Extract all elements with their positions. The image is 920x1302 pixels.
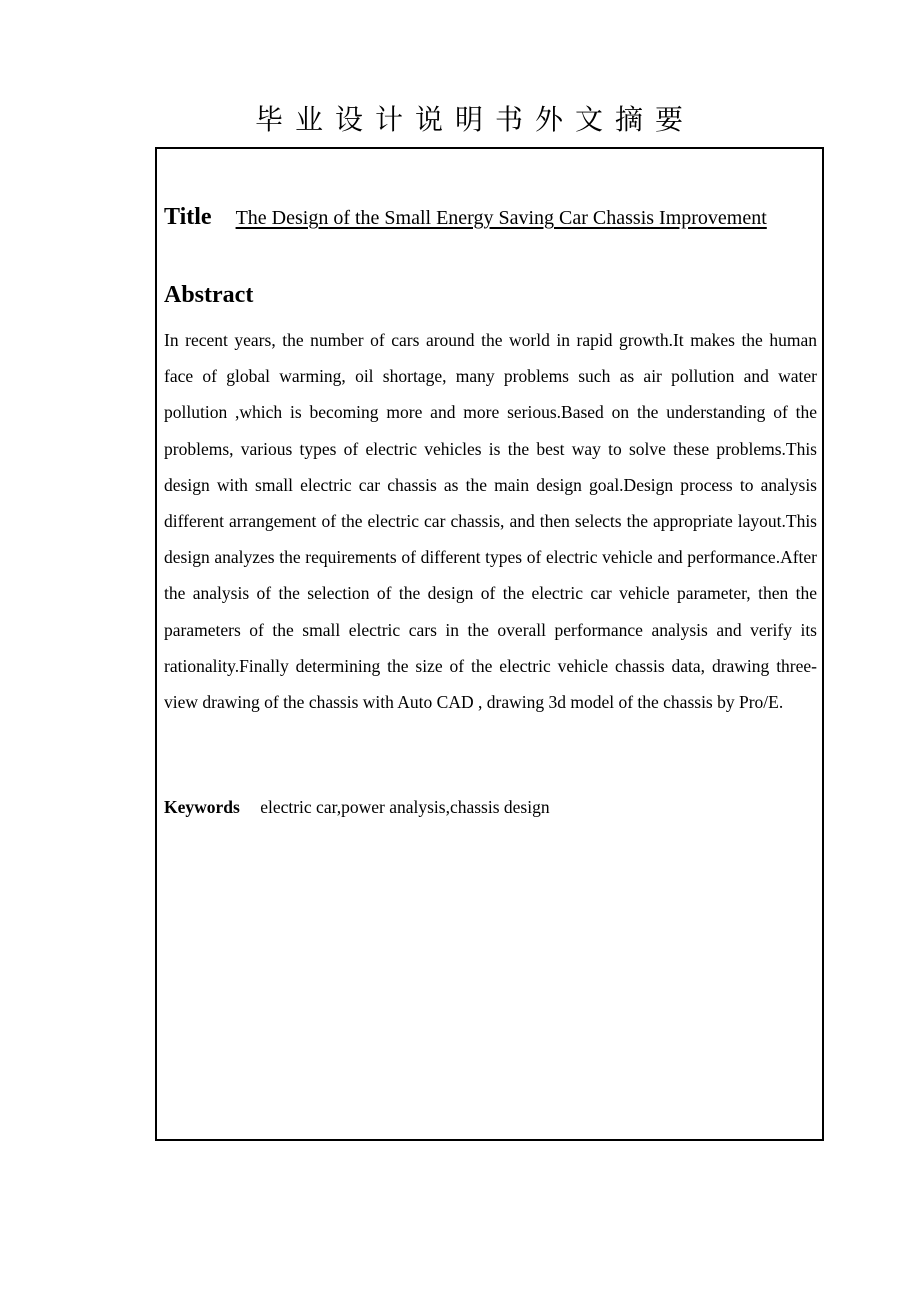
keywords-label: Keywords [164, 797, 240, 817]
keywords-list: electric car,power analysis,chassis design [260, 797, 550, 817]
abstract-heading: Abstract [164, 282, 254, 308]
keywords-row [164, 797, 550, 818]
abstract-body: In recent years, the number of cars around the world in rapid growth.It makes the human face of global warming, oil shortage, many problems such as air pollution and water pollution ,which is becoming more and more serious.Based on the understanding of the problems, various types of electric vehicles is the best way to solve these problems.This design with small electric car chassis as the main design goal.Design process to analysis different arrangement of the electric car chassis, and then selects the appropriate layout.This design analyzes the requirements of different types of electric vehicle and performance.After the analysis of the selection of the design of the electric car vehicle parameter, then the parameters of the small electric cars in the overall performance analysis and verify its rationality.Finally determining the size of the electric vehicle chassis data, drawing three-view drawing of the chassis with Auto CAD , drawing 3d model of the chassis by Pro/E. [164, 330, 817, 713]
page-heading: 毕业设计说明书外文摘要 [254, 103, 695, 136]
thesis-title: The Design of the Small Energy Saving Car Chassis Improvement [235, 207, 767, 229]
title-label: Title [164, 204, 212, 230]
title-row [164, 204, 818, 231]
